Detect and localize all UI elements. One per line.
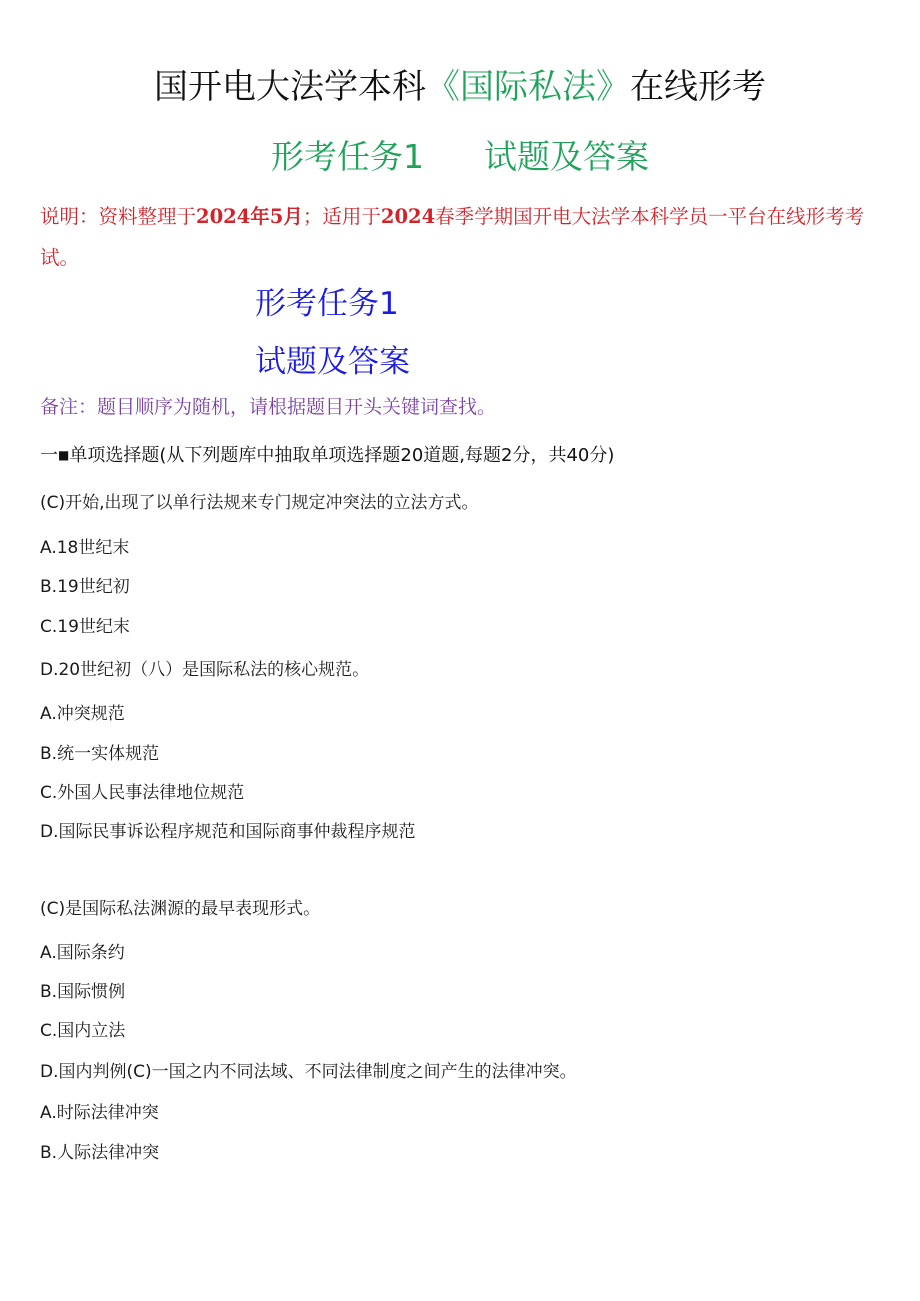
option-line: C.外国人民事法律地位规范	[40, 783, 245, 803]
option-line: A.时际法律冲突	[40, 1103, 159, 1123]
title-suffix: 在线形考	[630, 67, 766, 107]
note-text-1: 说明：资料整理于	[40, 205, 197, 228]
title-prefix: 国开电大法学本科	[154, 67, 426, 107]
note-text-3: 春季学期国开电大法学本科学员一平台在线形考考试。	[40, 205, 865, 269]
question-line: (C)是国际私法渊源的最早表现形式。	[40, 899, 321, 919]
section-marker: ■	[58, 448, 70, 462]
option-line: C.19世纪末	[40, 617, 130, 637]
section-title	[40, 438, 614, 473]
option-line: A.18世纪末	[40, 538, 130, 558]
option-line: B.国际惯例	[40, 982, 126, 1002]
option-line: B.统一实体规范	[40, 744, 160, 764]
option-line: C.国内立法	[40, 1021, 126, 1041]
subtitle-task: 形考任务1	[271, 137, 424, 176]
note-date: 2024年5月	[196, 205, 303, 228]
subtitle-answers: 试题及答案	[484, 137, 649, 176]
section-title-text: 单项选择题(从下列题库中抽取单项选择题20道题,每题2分，共40分)	[69, 445, 615, 466]
question-line: D.国内判例(C)一国之内不同法域、不同法律制度之间产生的法律冲突。	[40, 1062, 577, 1082]
document-title	[0, 64, 920, 110]
description-note	[40, 196, 890, 278]
option-line: A.国际条约	[40, 943, 125, 963]
option-line: B.19世纪初	[40, 577, 130, 597]
option-line: B.人际法律冲突	[40, 1143, 160, 1163]
note-year: 2024	[380, 205, 436, 228]
option-line: D.国际民事诉讼程序规范和国际商事仲裁程序规范	[40, 822, 416, 842]
option-line: A.冲突规范	[40, 704, 125, 724]
section-number: 一	[40, 445, 58, 466]
question-line: D.20世纪初（八）是国际私法的核心规范。	[40, 660, 370, 680]
title-course-name: 《国际私法》	[426, 67, 630, 107]
document-subtitle	[0, 134, 920, 180]
section-heading-answers: 试题及答案	[255, 344, 410, 380]
section-heading-task: 形考任务1	[255, 286, 399, 322]
question-line: (C)开始,出现了以单行法规来专门规定冲突法的立法方式。	[40, 493, 479, 513]
note-text-2: ；适用于	[302, 205, 381, 228]
remark-note: 备注：题目顺序为随机，请根据题目开头关键词查找。	[40, 396, 497, 418]
